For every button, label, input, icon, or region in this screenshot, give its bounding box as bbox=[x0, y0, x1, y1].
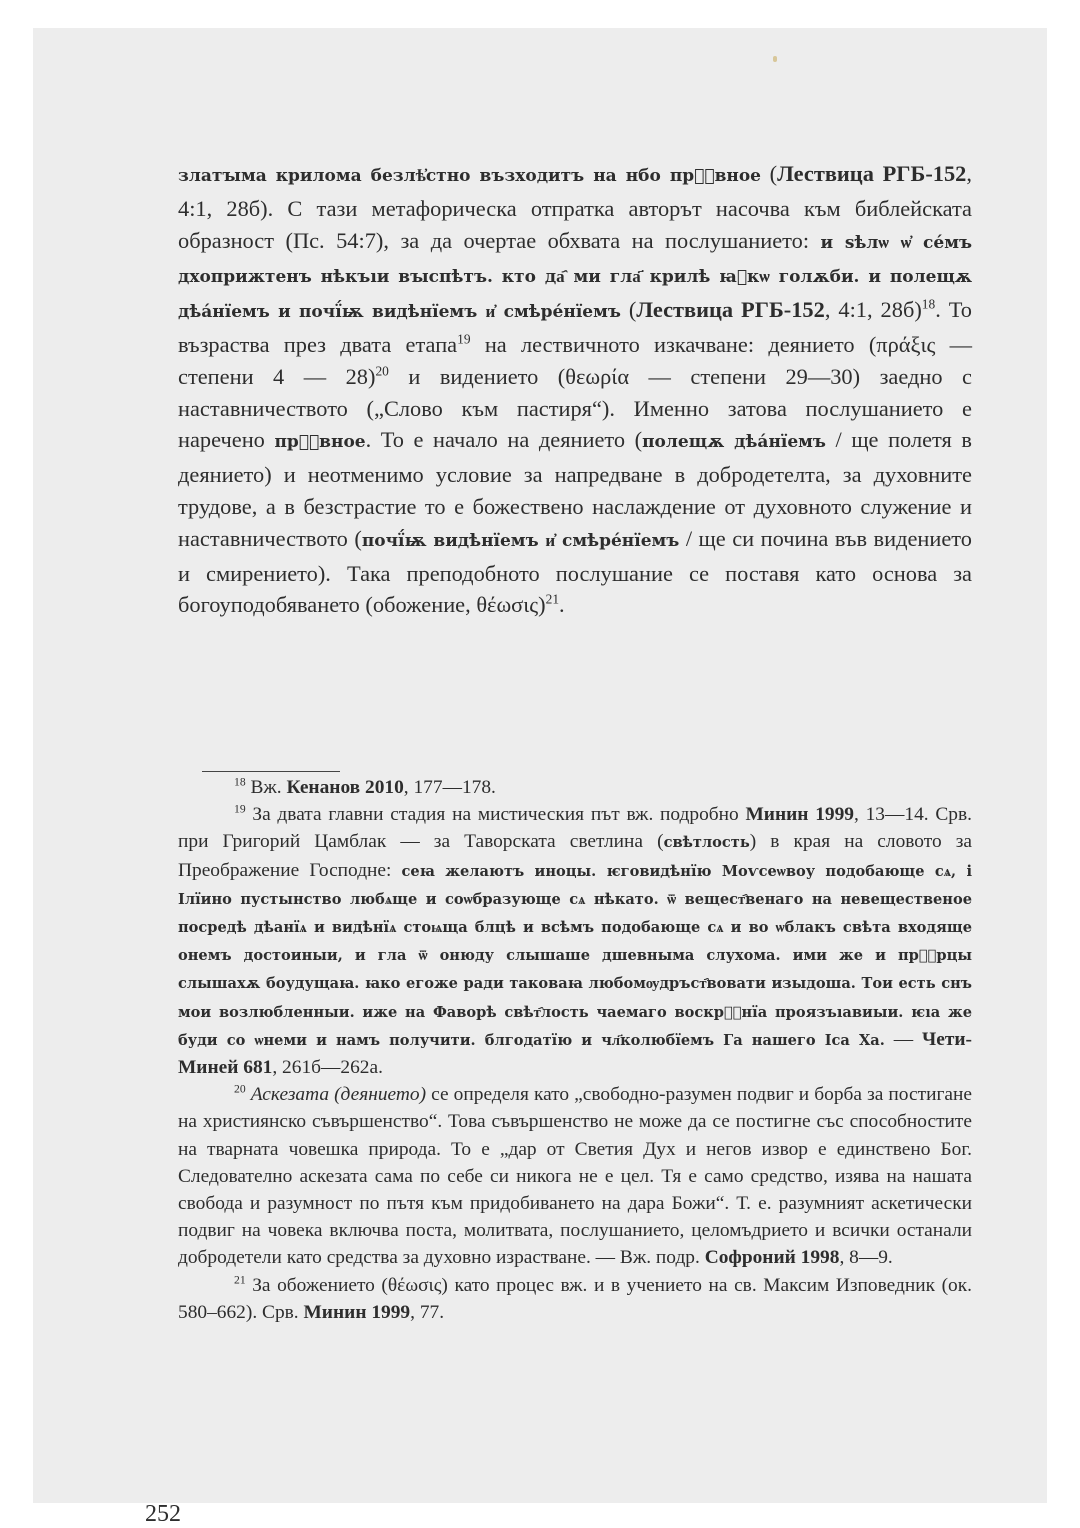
footnote-marker: 18 bbox=[921, 296, 936, 312]
book-page bbox=[33, 28, 1047, 1527]
church-slavonic-quote: сеꙗ желаютъ иноцы. ѥговидѣнїю Моѵсеѡвоу подобающе сѧ, і Ілїино пустынство любѧще и соѡбразующе сѧ нѣкато. ѿ вещест҄венаго на невещественое посредѣ дѣанїѧ и видѣнїѧ стоѩща блцѣ и всѣмъ подобающе сѧ и во ѡблакъ свѣта входяще онемъ достоиныи, и гла ѿ онюду слышаше дшевныма слухома. ими же и прⷪ҇рцы слышахѫ боудущаꙗ. ꙗко егоже ради таковаꙗ любомѹдръст҄вовати изыдоша. Тои есть снъ мои возлюбленныи. иже на Фаворѣ свѣт҄лость чаемаго воскрⷭ҇нїа проязъıавиыи. ѥıа же буди со ѡнеми и намъ получити. блгодатїю и чл҃колюбїемъ Га нашего Іса Ха. bbox=[178, 862, 972, 1049]
church-slavonic-quote: свѣтлость bbox=[663, 834, 750, 852]
church-slavonic-quote: златꙑма крилома безлѣ҆стно възходитъ на нбо прⷭ҇вное bbox=[178, 166, 761, 186]
footnote-19: $^{19}$ За двата главни стадия на мистическия път вж. подробно Минин 1999, 13—14. Срв. при Григорий Цамблак — за Таворската светлина (свѣтлость) в края на словото за Преображение Господне: сеꙗ желаютъ иноцы. ѥговидѣнїю Моѵсеѡвоу подобающе сѧ, і Ілїино пустынство любѧще и соѡбразующе сѧ нѣкато. ѿ вещест҄венаго на невещественое посредѣ дѣанїѧ и видѣнїѧ стоѩща блцѣ и всѣмъ подобающе сѧ и во ѡблакъ свѣта входяще онемъ достоиныи, и гла ѿ онюду слышаше дшевныма слухома. ими же и прⷪ҇рцы слышахѫ боудущаꙗ. ꙗко егоже ради таковаꙗ любомѹдръст҄вовати изыдоша. Тои есть снъ мои возлюбленныи. иже на Фаворѣ свѣт҄лость чаемаго воскрⷭ҇нїа проязъıавиыи. ѥıа же буди со ѡнеми и намъ получити. блгодатїю и чл҃колюбїемъ Га нашего Іса Ха. — Чети-Миней 681, 261б—262а. bbox=[178, 802, 972, 1079]
source-reference: Софроний 1998 bbox=[704, 1247, 840, 1269]
source-reference: Минин 1999 bbox=[303, 1301, 411, 1323]
footnotes bbox=[178, 774, 972, 1326]
source-reference: Чети-Миней 681 bbox=[178, 1028, 972, 1079]
paper-speck bbox=[773, 56, 777, 62]
church-slavonic-quote: и ѕѣлѡ ѡ҆ се́мъ дхоприжтенъ нѣкъıи вꙑспѣтъ. кто да҄ ми гла҃ крилѣ ꙗ҆кѡ голѫби. и полещѫ дѣа́нїемъ и почї́ѭ видѣнїемъ и҆ смѣре́нїемъ bbox=[178, 232, 973, 323]
emphasis-term: Аскезата (деянието) bbox=[250, 1084, 427, 1106]
source-reference: Минин 1999 bbox=[745, 804, 854, 826]
footnote-20: $^{20}$ Аскезата (деянието) се определя като „свободно-разумен подвиг и борба за постигане на християнско съвършенство“. Това съвършенство не може да се постигне със способностите на тварната човешка природа. То е „дар от Светия Дух и негов извор е единствено Бог. Следователно аскезата сама по себе си никога не е цел. Тя е само средство, изява на нашата свобода и разумност по пътя към придобиването на дара Божи“. Т. е. разумният аскетически подвиг на човека включва поста, молитвата, послушанието, целомъдрието и всички останали добродетели като средства за духовно израстване. — Вж. подр. Софроний 1998, 8—9. bbox=[178, 1082, 972, 1269]
footnote-marker: 21 bbox=[545, 591, 560, 607]
footnote-21: $^{21}$ За обожението (θέωσις) като процес вж. и в учението на св. Максим Изповедник (ок. 580–662). Срв. Минин 1999, 77. bbox=[178, 1273, 972, 1323]
source-reference: Лествица РГБ-152 bbox=[777, 161, 967, 186]
church-slavonic-quote: полещѫ дѣа́нїемъ bbox=[642, 432, 826, 453]
church-slavonic-quote: почї́ѭ видѣнїемъ и҆ смѣре́нїемъ bbox=[361, 530, 680, 551]
source-reference: Лествица РГБ-152 bbox=[636, 297, 825, 323]
source-reference: Кенанов 2010 bbox=[286, 777, 404, 798]
footnote-divider bbox=[202, 771, 340, 772]
footnote-marker: 20 bbox=[375, 363, 389, 379]
footnote-marker: 19 bbox=[457, 331, 471, 347]
footnote-18: $^{18}$ Вж. Кенанов 2010, 177—178. bbox=[234, 775, 496, 798]
main-paragraph: златꙑма крилома безлѣ҆стно възходитъ на нбо прⷭ҇вное (Лествица РГБ-152, 4:1, 28б). С тази метафорическа отпратка авторът насочва към библейската образност (Пс. 54:7), за да очертае обхвата на послушанието: и ѕѣлѡ ѡ҆ се́мъ дхоприжтенъ нѣкъıи вꙑспѣтъ. кто да҄ ми гла҃ крилѣ ꙗ҆кѡ голѫби. и полещѫ дѣа́нїемъ и почї́ѭ видѣнїемъ и҆ смѣре́нїемъ (Лествица РГБ-152, 4:1, 28б)$^{18}$. То възраства през двата етапа$^{19}$ на лествичното изкачване: деянието (πράξις — степени 4 — 28)$^{20}$ и видението (θεωρία — степени 29—30) заедно с наставничеството („Слово към пастиря“). Именно затова послушанието е наречено прⷭ҇вное. То е начало на деянието (полещѫ дѣа́нїемъ / ще полетя в деянието) и неотменимо условие за напредване в добродетелта, за духовните трудове, а в безстрастие то е божествено наслаждение от духовното служение и наставничеството (почї́ѭ видѣнїемъ и҆ смѣре́нїемъ / ще си почина във видението и смирението). Така преподобното послушание се поставя като основа за богоуподобяването (обожение, θέωσις)$^{21}$. bbox=[178, 161, 973, 618]
page-number: 252 bbox=[145, 1501, 181, 1527]
church-slavonic-quote: прⷭ҇вное bbox=[274, 432, 366, 453]
